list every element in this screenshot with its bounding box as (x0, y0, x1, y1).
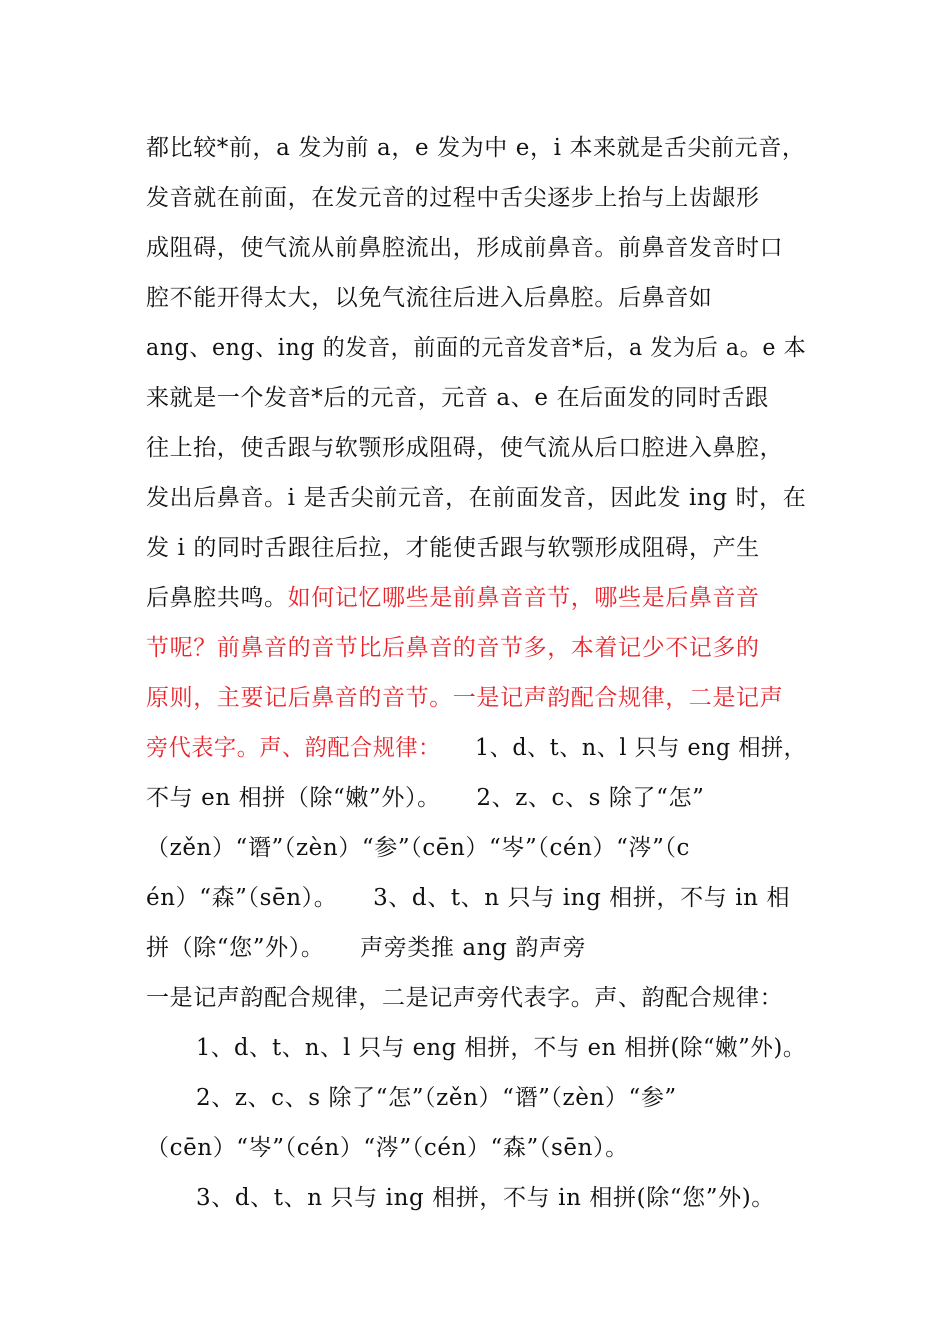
text-line: 不与 en 相拼（除“嫩”外）。 2、z、c、s 除了“怎” (146, 785, 705, 811)
text-line-mixed (146, 583, 760, 613)
text-line-mixed (146, 733, 806, 763)
text-line: 发出后鼻音。i 是舌尖前元音，在前面发音，因此发 ing 时，在 (146, 485, 807, 511)
text-line: （zěn）“谮”（zèn）“参”（cēn）“岑”（cén）“涔”（c (146, 835, 691, 861)
rule-item: 2、z、c、s 除了“怎”（zěn）“谮”（zèn）“参” (196, 1085, 677, 1111)
text-line: （cēn）“岑”（cén）“涔”（cén）“森”（sēn）。 (146, 1135, 629, 1161)
highlighted-text-line: 原则，主要记后鼻音的音节。一是记声韵配合规律，二是记声 (146, 685, 784, 711)
text-line: 拼（除“您”外）。 声旁类推 ang 韵声旁 (146, 935, 587, 961)
rule-item: 1、d、t、n、l 只与 eng 相拼，不与 en 相拼(除“嫩”外)。 (196, 1035, 806, 1061)
text-line: 成阻碍，使气流从前鼻腔流出，形成前鼻音。前鼻音发音时口 (146, 235, 784, 261)
highlighted-text: 旁代表字。声、韵配合规律： (146, 735, 430, 761)
text-line: ang、eng、ing 的发音，前面的元音发音*后，a 发为后 a。e 本 (146, 335, 807, 361)
text-line: én）“森”（sēn）。 3、d、t、n 只与 ing 相拼，不与 in 相 (146, 885, 791, 911)
highlighted-text-line: 节呢？前鼻音的音节比后鼻音的音节多，本着记少不记多的 (146, 635, 760, 661)
text-line: 发 i 的同时舌跟往后拉，才能使舌跟与软颚形成阻碍，产生 (146, 535, 760, 561)
text-line: 来就是一个发音*后的元音，元音 a、e 在后面发的同时舌跟 (146, 385, 769, 411)
highlighted-text: 如何记忆哪些是前鼻音音节，哪些是后鼻音音 (287, 585, 760, 611)
text-line: 腔不能开得太大，以免气流往后进入后鼻腔。后鼻音如 (146, 285, 713, 311)
text-line: 一是记声韵配合规律，二是记声旁代表字。声、韵配合规律： (146, 985, 784, 1011)
rule-item: 3、d、t、n 只与 ing 相拼，不与 in 相拼(除“您”外)。 (196, 1185, 775, 1211)
text-line: 发音就在前面，在发元音的过程中舌尖逐步上抬与上齿龈形 (146, 185, 760, 211)
text-line: 都比较*前，a 发为前 a，e 发为中 e，i 本来就是舌尖前元音， (146, 135, 806, 161)
text-segment: 1、d、t、n、l 只与 eng 相拼， (429, 735, 807, 761)
text-line: 往上抬，使舌跟与软颚形成阻碍，使气流从后口腔进入鼻腔， (146, 435, 784, 461)
text-segment: 后鼻腔共鸣。 (146, 585, 288, 611)
